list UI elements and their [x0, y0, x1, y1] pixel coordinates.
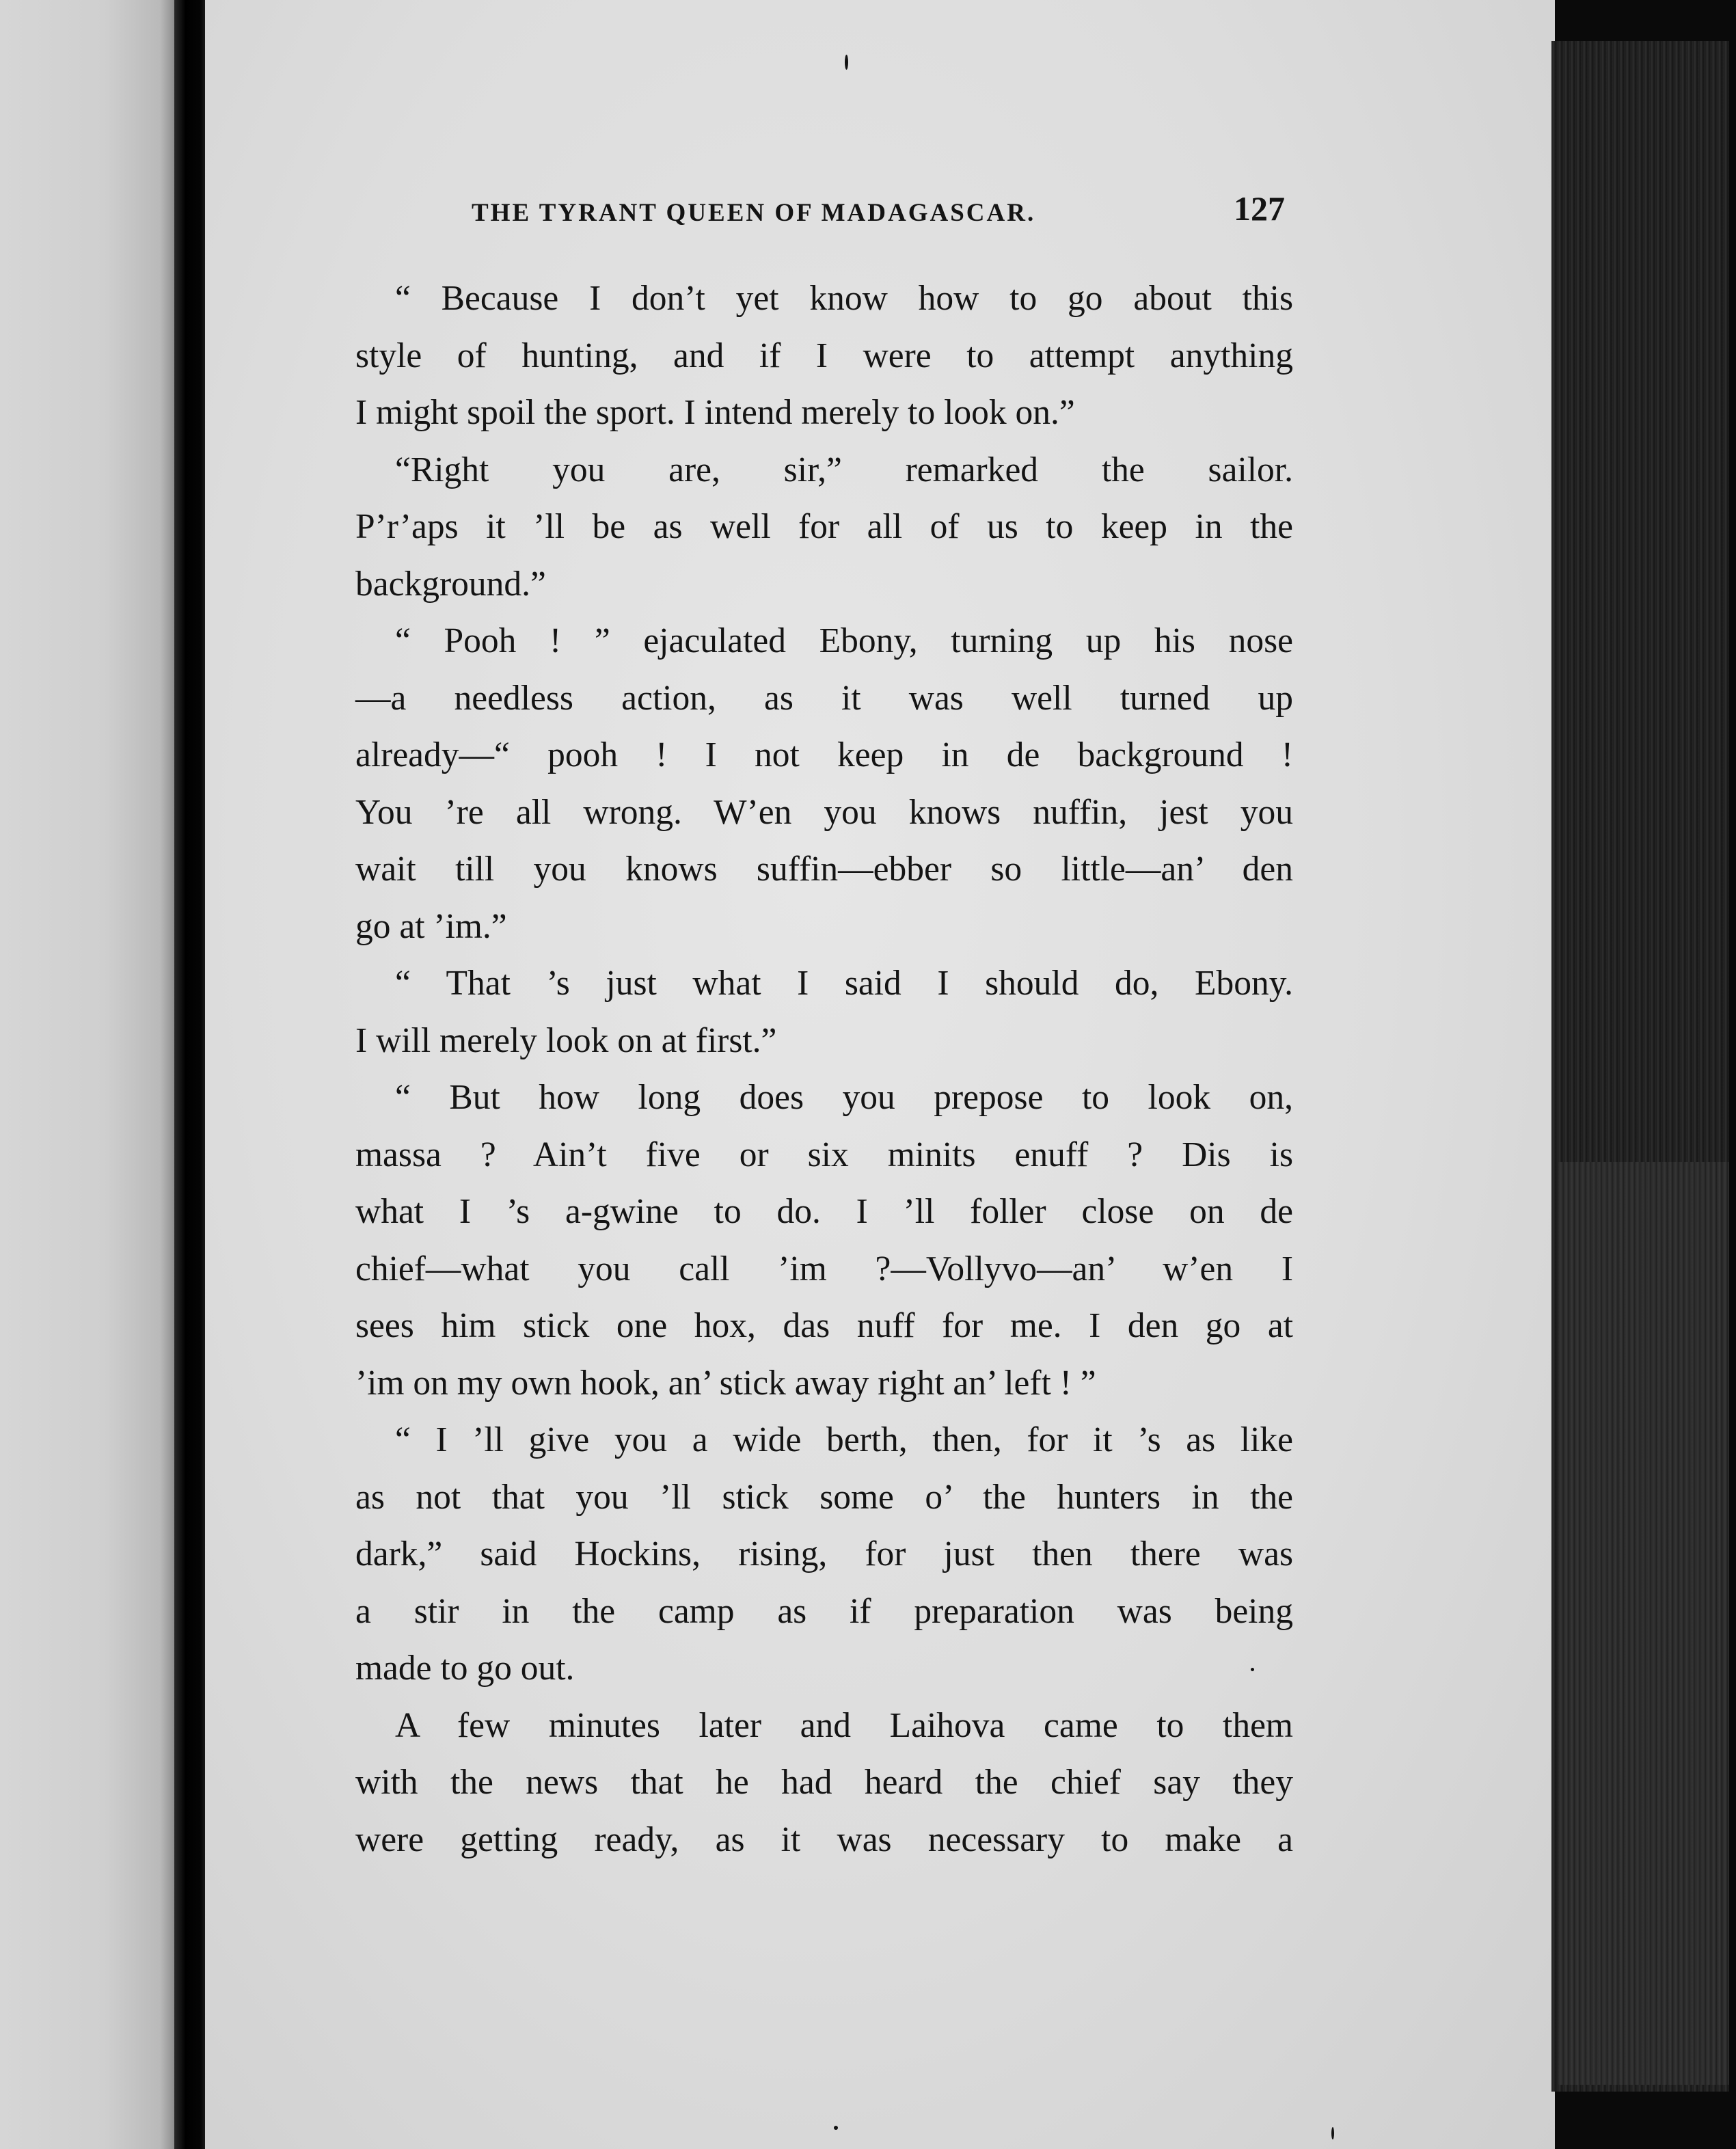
running-title: THE TYRANT QUEEN OF MADAGASCAR. — [472, 199, 1036, 227]
scan-speck — [1331, 2127, 1334, 2139]
paragraph — [355, 270, 1293, 442]
text-line: sees him stick one hox, das nuff for me. I den go at — [355, 1306, 1293, 1345]
text-line: “ But how long does you prepose to look on, — [395, 1078, 1293, 1117]
paragraph — [355, 612, 1293, 955]
paragraph — [355, 442, 1293, 613]
text-line: wait till you knows suffin—ebber so little—an’ den — [355, 850, 1293, 889]
text-line: what I ’s a-gwine to do. I ’ll foller close on de — [355, 1192, 1293, 1231]
text-line: I might spoil the sport. I intend merely to look on.” — [355, 393, 1075, 432]
text-line: dark,” said Hockins, rising, for just then there was — [355, 1535, 1293, 1573]
page-block-edge-lower — [1558, 1162, 1729, 2085]
text-line: ’im on my own hook, an’ stick away right an’ left ! ” — [355, 1363, 1096, 1403]
running-head — [355, 189, 1285, 236]
scan-speck — [834, 2126, 838, 2130]
paragraph — [355, 955, 1293, 1069]
text-line: —a needless action, as it was well turned up — [355, 678, 1293, 718]
text-line: massa ? Ain’t five or six minits enuff ? Dis is — [355, 1135, 1293, 1174]
page-number: 127 — [1234, 189, 1285, 228]
scan-speck — [845, 55, 848, 70]
paragraph — [355, 1697, 1293, 1869]
facing-page-edge — [0, 0, 174, 2149]
text-line: as not that you ’ll stick some o’ the hunters in the — [355, 1477, 1293, 1517]
text-line: I will merely look on at first.” — [355, 1021, 777, 1060]
text-line: already—“ pooh ! I not keep in de background ! — [355, 735, 1293, 774]
text-line: were getting ready, as it was necessary to make a — [355, 1820, 1293, 1859]
text-line: chief—what you call ’im ?—Vollyvo—an’ w’en I — [355, 1249, 1293, 1288]
text-line: “ That ’s just what I said I should do, Ebony. — [395, 964, 1293, 1003]
text-line: with the news that he had heard the chief say they — [355, 1763, 1293, 1802]
text-line: made to go out. — [355, 1649, 575, 1688]
text-line: “ Pooh ! ” ejaculated Ebony, turning up his nose — [395, 621, 1293, 660]
text-line: “Right you are, sir,” remarked the sailor. — [395, 450, 1293, 489]
text-line: style of hunting, and if I were to attempt anything — [355, 336, 1293, 375]
text-line: background.” — [355, 564, 546, 604]
text-line: “ I ’ll give you a wide berth, then, for it ’s as like — [395, 1420, 1293, 1459]
paragraph — [355, 1411, 1293, 1697]
text-line: a stir in the camp as if preparation was being — [355, 1591, 1293, 1631]
text-line: go at ’im.” — [355, 906, 507, 946]
text-line: “ Because I don’t yet know how to go about this — [395, 279, 1293, 318]
text-line: A few minutes later and Laihova came to them — [395, 1705, 1293, 1745]
text-line: You ’re all wrong. W’en you knows nuffin, jest you — [355, 792, 1293, 832]
body-text — [355, 270, 1293, 1868]
scan-speck — [1251, 1668, 1254, 1671]
text-line: P’r’aps it ’ll be as well for all of us to keep in the — [355, 507, 1293, 546]
paragraph — [355, 1069, 1293, 1411]
